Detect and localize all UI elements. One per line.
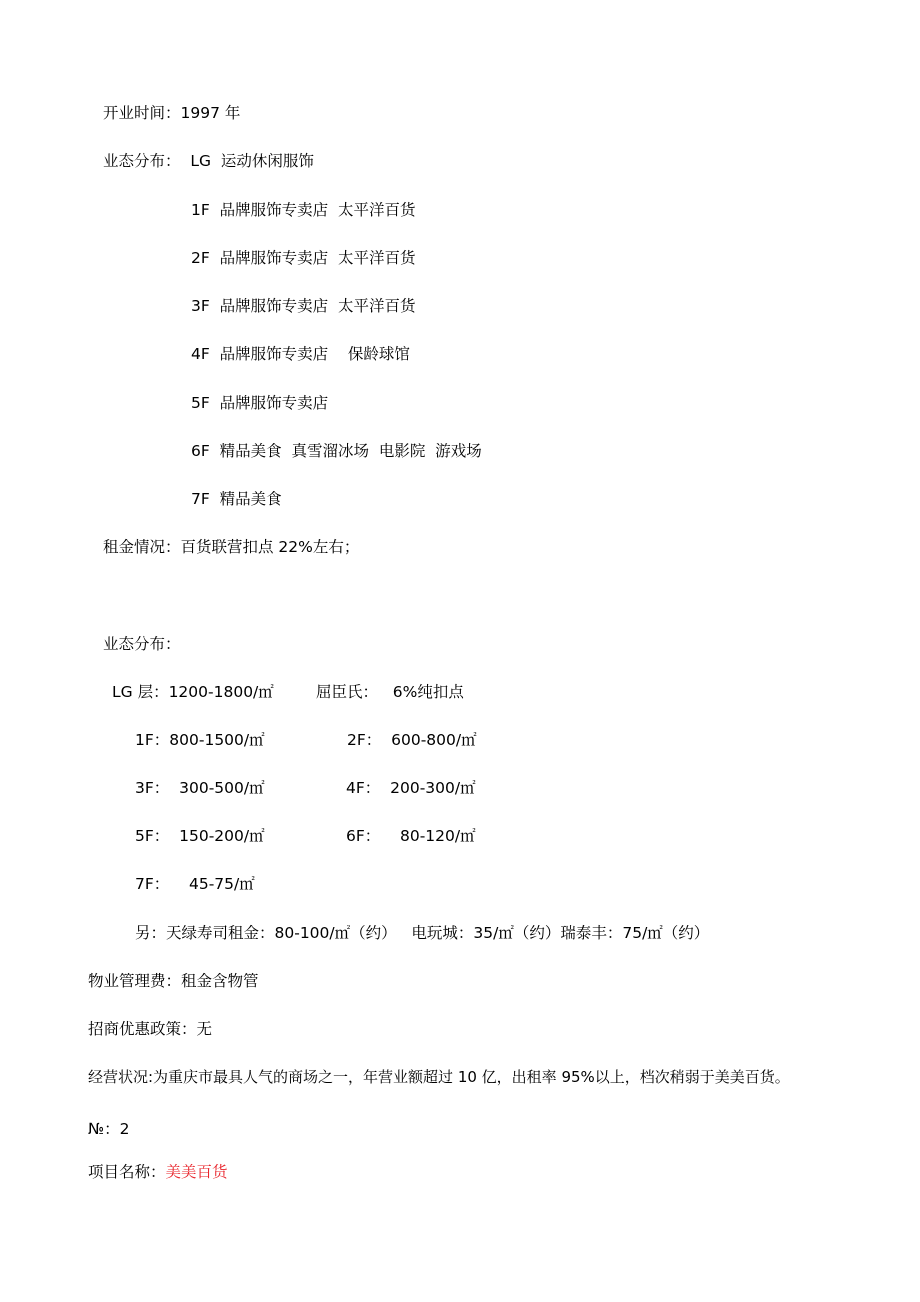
rent-row-6f-right: 6F： 80-120/㎡ (346, 827, 476, 845)
format-distribution-header-2: 业态分布： (103, 635, 181, 653)
opening-time: 开业时间：1997 年 (103, 104, 241, 122)
format-distribution-header: 业态分布： LG 运动休闲服饰 (103, 152, 314, 170)
rent-row-5f-left: 5F： 150-200/㎡ (135, 827, 265, 845)
floor-line-6f: 6F 精品美食 真雪溜冰场 电影院 游戏场 (191, 442, 482, 460)
other-rent: 另：天绿寿司租金：80-100/㎡（约） 电玩城：35/㎡（约）瑞泰丰：75/㎡（约） (135, 924, 710, 942)
rent-row-4f-right: 4F： 200-300/㎡ (346, 779, 476, 797)
floor-line-5f: 5F 品牌服饰专卖店 (191, 394, 329, 412)
floor-line-4f: 4F 品牌服饰专卖店 保龄球馆 (191, 345, 410, 363)
rent-row-2f-right: 2F： 600-800/㎡ (347, 731, 477, 749)
floor-line-3f: 3F 品牌服饰专卖店 太平洋百货 (191, 297, 416, 315)
investment-incentive: 招商优惠政策：无 (88, 1020, 213, 1038)
rent-row-1f-left: 1F：800-1500/㎡ (135, 731, 265, 749)
rent-row-3f-left: 3F： 300-500/㎡ (135, 779, 265, 797)
operation-status: 经营状况:为重庆市最具人气的商场之一，年营业额超过 10 亿，出租率 95%以上，档次稍弱于美美百货。 (88, 1068, 790, 1086)
rent-row-lg-left: LG 层：1200-1800/㎡ (112, 683, 274, 701)
floor-line-1f: 1F 品牌服饰专卖店 太平洋百货 (191, 201, 416, 219)
floor-line-2f: 2F 品牌服饰专卖店 太平洋百货 (191, 249, 416, 267)
project-name-value: 美美百货 (165, 1163, 228, 1181)
rent-row-lg-right: 屈臣氏： 6%纯扣点 (316, 683, 464, 701)
property-management-fee: 物业管理费：租金含物管 (88, 972, 259, 990)
rent-situation: 租金情况：百货联营扣点 22%左右； (103, 538, 360, 556)
project-name-line (88, 1162, 228, 1182)
floor-line-7f: 7F 精品美食 (191, 490, 282, 508)
rent-row-7f-left: 7F： 45-75/㎡ (135, 875, 255, 893)
item-number: №：2 (88, 1120, 130, 1138)
project-name-label: 项目名称： (88, 1163, 166, 1181)
